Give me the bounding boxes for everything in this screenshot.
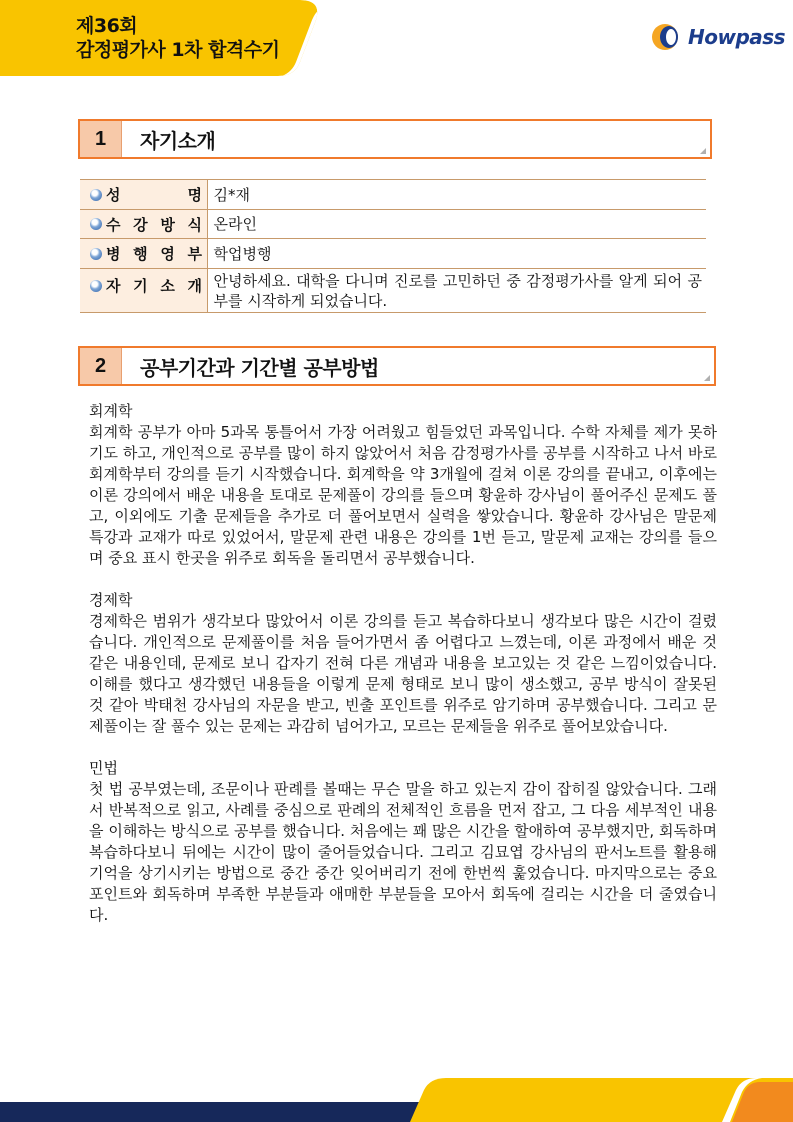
section1-number: 1 <box>80 121 122 157</box>
bullet-icon <box>90 218 102 230</box>
row-label: 수 강 방 식 <box>106 215 202 234</box>
header-title-line2: 감정평가사 1차 합격수기 <box>76 39 280 61</box>
paragraph-heading: 경제학 <box>89 591 133 609</box>
paragraph-civil-law <box>89 758 717 926</box>
table-row <box>80 239 706 269</box>
howpass-logo <box>650 20 786 54</box>
bullet-icon <box>90 248 102 260</box>
paragraph-text: 첫 법 공부였는데, 조문이나 판례를 볼때는 무슨 말을 하고 있는지 감이 잡히질 않았습니다. 그래서 반복적으로 읽고, 사례를 중심으로 판례의 전체적인 흐름을 먼저 잡고, 그 다음 세부적인 내용을 이해하는 방식으로 공부를 했습니다. 처음에는 꽤 많은 시간을 할애하여 공부했지만, 회독하며 복습하다보니 뒤에는 시간이 많이 줄어들었습니다. 그리고 김묘엽 강사님의 판서노트를 활용해 기억을 상기시키는 방법으로 중간 중간 잊어버리기 전에 한번씩 훑었습니다. 마지막으로는 중요 포인트와 회독하며 부족한 부분들과 애매한 부분들을 모아서 회독에 걸리는 시간을 더 줄였습니다. <box>89 780 717 924</box>
section2-number: 2 <box>80 348 122 384</box>
profile-table <box>80 179 706 313</box>
study-methods-body <box>89 401 717 947</box>
bullet-icon <box>90 280 102 292</box>
row-value: 안녕하세요. 대학을 다니며 진로를 고민하던 중 감정평가사를 알게 되어 공부를 시작하게 되었습니다. <box>207 269 706 313</box>
section1-header <box>78 119 712 159</box>
header-title <box>76 14 280 62</box>
row-label: 병 행 영 부 <box>106 245 202 263</box>
footer-banner-shape <box>0 1078 793 1122</box>
table-row <box>80 269 706 313</box>
paragraph-text: 경제학은 범위가 생각보다 많았어서 이론 강의를 듣고 복습하다보니 생각보다 많은 시간이 걸렸습니다. 개인적으로 문제풀이를 처음 들어가면서 좀 어렵다고 느꼈는데, 이론 과정에서 배운 것 같은 내용인데, 문제로 보니 갑자기 전혀 다른 개념과 내용을 보고있는 것 같은 느낌이었습니다. 이해를 했다고 생각했던 내용들을 이렇게 문제 형태로 보니 많이 생소했고, 공부 방식이 잘못된 것 같아 박태천 강사님의 자문을 받고, 빈출 포인트를 위주로 암기하며 공부했습니다. 그리고 문제풀이는 잘 풀수 있는 문제는 과감히 넘어가고, 모르는 문제들을 위주로 풀어보았습니다. <box>89 612 717 735</box>
section2-title: 공부기간과 기간별 공부방법 <box>140 355 379 380</box>
header-title-line1: 제36회 <box>76 15 138 37</box>
paragraph-heading: 회계학 <box>89 402 133 420</box>
paragraph-text: 회계학 공부가 아마 5과목 통틀어서 가장 어려웠고 힘들었던 과목입니다. 수학 자체를 제가 못하기도 하고, 개인적으로 공부를 많이 하지 않았어서 처음 감정평가사를 공부를 시작하고 나서 바로 회계학부터 강의를 듣기 시작했습니다. 회계학을 약 3개월에 걸쳐 이론 강의를 끝내고, 이후에는 이론 강의에서 배운 내용을 토대로 문제풀이 강의를 들으며 황윤하 강사님이 풀어주신 문제도 풀고, 이외에도 기출 문제들을 추가로 더 풀어보면서 실력을 쌓았습니다. 황윤하 강사님은 말문제 특강과 교재가 따로 있었어서, 말문제 관련 내용은 강의를 1번 듣고, 말문제 교재는 강의를 들으며 중요 표시 한곳을 위주로 회독을 돌리면서 공부했습니다. <box>89 423 717 567</box>
paragraph-heading: 민법 <box>89 759 118 777</box>
row-value: 학업병행 <box>207 239 706 269</box>
section1-title: 자기소개 <box>140 128 216 153</box>
row-label: 자 기 소 개 <box>106 277 202 295</box>
table-row <box>80 180 706 210</box>
howpass-logo-mark-icon <box>650 22 686 52</box>
footer-banner <box>0 1078 793 1122</box>
paragraph-accounting <box>89 401 717 569</box>
howpass-logo-text: Howpass <box>688 25 786 49</box>
section2-corner-icon <box>704 375 710 381</box>
bullet-icon <box>90 189 102 201</box>
table-row <box>80 210 706 239</box>
row-value: 김*재 <box>207 180 706 210</box>
section2-header <box>78 346 716 386</box>
row-label: 성 명 <box>106 186 202 204</box>
section1-corner-icon <box>700 148 706 154</box>
row-value: 온라인 <box>207 210 706 239</box>
paragraph-economics <box>89 590 717 737</box>
